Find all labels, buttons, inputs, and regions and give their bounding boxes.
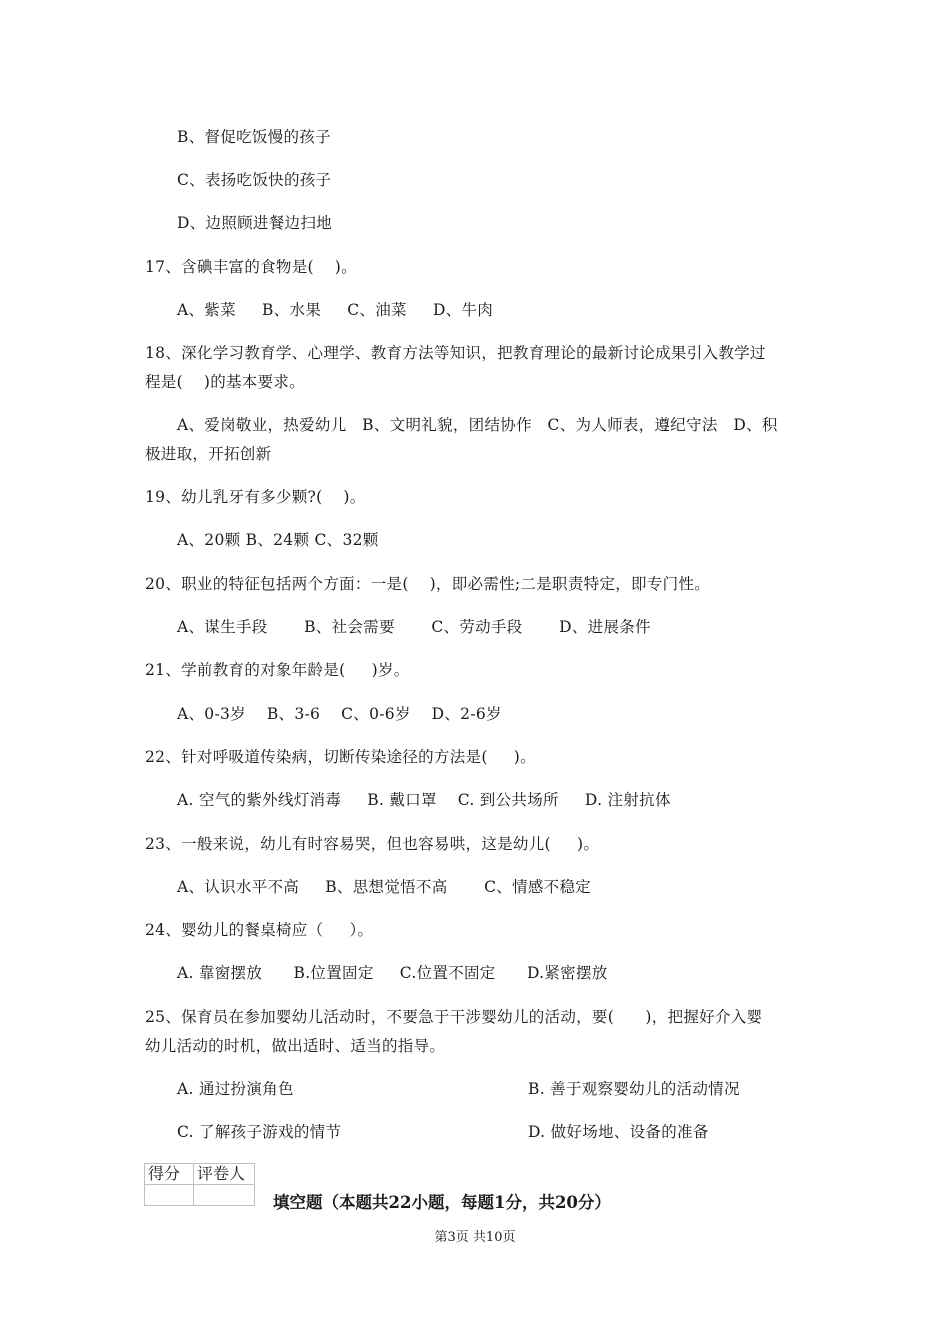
question-line: 25、保育员在参加婴幼儿活动时，不要急于干涉婴幼儿的活动，要( )，把握好介入婴 — [145, 1008, 763, 1026]
score-cell — [145, 1185, 194, 1206]
grader-label: 评卷人 — [194, 1164, 255, 1185]
option-line: A、认识水平不高 B、思想觉悟不高 C、情感不稳定 — [177, 878, 592, 896]
score-label: 得分 — [145, 1164, 194, 1185]
question-line: 24、婴幼儿的餐桌椅应（ ）。 — [145, 921, 374, 939]
option-line: D、边照顾进餐边扫地 — [177, 214, 332, 232]
question-line: 18、深化学习教育学、心理学、教育方法等知识，把教育理论的最新讨论成果引入教学过 — [145, 344, 766, 362]
question-line: 20、职业的特征包括两个方面：一是( )，即必需性;二是职责特定，即专门性。 — [145, 575, 711, 593]
option-line: A. 通过扮演角色 — [177, 1080, 294, 1098]
question-line: 23、一般来说，幼儿有时容易哭，但也容易哄，这是幼儿( )。 — [145, 835, 600, 853]
question-line: 22、针对呼吸道传染病，切断传染途径的方法是( )。 — [145, 748, 536, 766]
option-line: A、爱岗敬业，热爱幼儿 B、文明礼貌，团结协作 C、为人师表，遵纪守法 D、积 — [177, 416, 778, 434]
option-line: D. 做好场地、设备的准备 — [528, 1123, 709, 1141]
score-table — [144, 1163, 255, 1206]
option-line: A. 空气的紫外线灯消毒 B. 戴口罩 C. 到公共场所 D. 注射抗体 — [177, 791, 671, 809]
grader-cell — [194, 1185, 255, 1206]
option-line: A、紫菜 B、水果 C、油菜 D、牛肉 — [177, 301, 494, 319]
page-footer: 第3页 共10页 — [434, 1230, 516, 1245]
option-line: A、20颗 B、24颗 C、32颗 — [177, 531, 379, 549]
option-line: A. 靠窗摆放 B.位置固定 C.位置不固定 D.紧密摆放 — [177, 964, 608, 982]
section-title: 填空题（本题共22小题，每题1分，共20分） — [273, 1193, 611, 1212]
option-line: B. 善于观察婴幼儿的活动情况 — [528, 1080, 740, 1098]
option-line: C、表扬吃饭快的孩子 — [177, 171, 332, 189]
question-line: 21、学前教育的对象年龄是( )岁。 — [145, 661, 410, 679]
question-line: 19、幼儿乳牙有多少颗?( )。 — [145, 488, 366, 506]
question-line: 程是( )的基本要求。 — [145, 373, 306, 391]
option-line: 极进取，开拓创新 — [145, 445, 272, 463]
option-line: B、督促吃饭慢的孩子 — [177, 128, 331, 146]
question-line: 幼儿活动的时机，做出适时、适当的指导。 — [145, 1037, 446, 1055]
option-line: C. 了解孩子游戏的情节 — [177, 1123, 342, 1141]
option-line: A、0-3岁 B、3-6 C、0-6岁 D、2-6岁 — [177, 705, 502, 723]
option-line: A、谋生手段 B、社会需要 C、劳动手段 D、进展条件 — [177, 618, 651, 636]
question-line: 17、含碘丰富的食物是( )。 — [145, 258, 357, 276]
